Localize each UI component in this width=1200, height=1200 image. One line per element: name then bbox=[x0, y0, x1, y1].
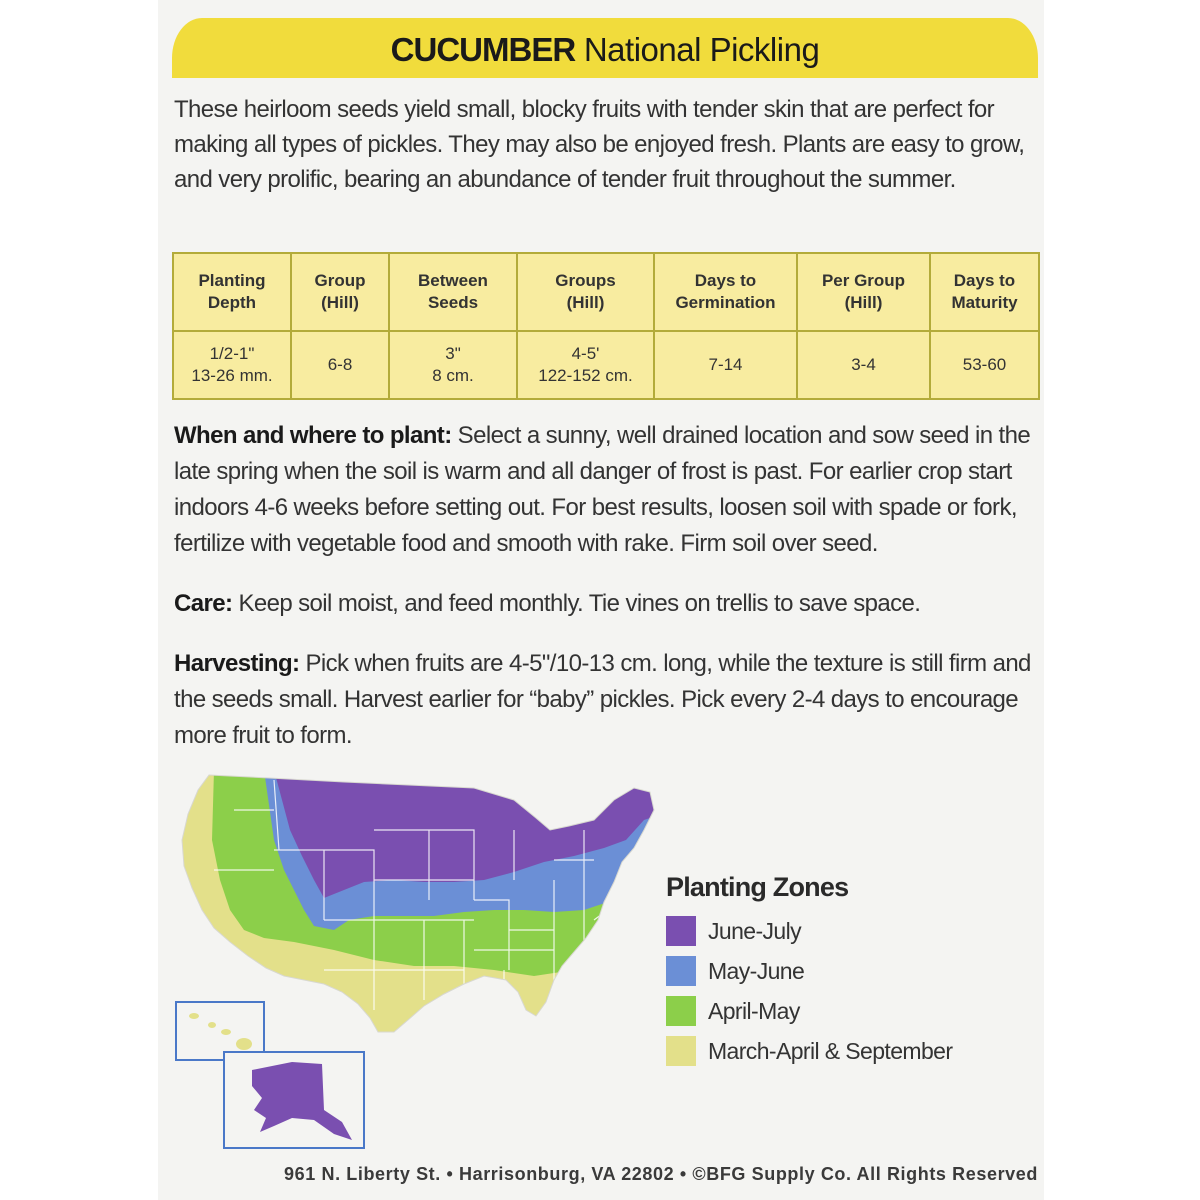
harvesting-heading: Harvesting: bbox=[174, 650, 300, 677]
value-between-seeds: 3" 8 cm. bbox=[389, 331, 517, 399]
title-vegetable: CUCUMBER bbox=[390, 31, 576, 68]
header-days-to-maturity: Days to Maturity bbox=[930, 253, 1039, 331]
title-variety: National Pickling bbox=[583, 31, 820, 68]
swatch-march-april-september bbox=[666, 1036, 696, 1066]
legend-item-june-july: June-July bbox=[666, 911, 996, 951]
header-between-seeds: Between Seeds bbox=[389, 253, 517, 331]
title-bar bbox=[172, 18, 1038, 78]
header-groups: Groups (Hill) bbox=[517, 253, 654, 331]
legend-item-may-june: May-June bbox=[666, 951, 996, 991]
harvesting-text: Pick when fruits are 4-5"/10-13 cm. long, while the texture is still firm and the seeds small. Harvest earlier for “baby” pickles. Pick every 2-4 days to encourage more fruit to form. bbox=[174, 650, 1031, 749]
legend-item-april-may: April-May bbox=[666, 991, 996, 1031]
planting-zones-legend bbox=[666, 872, 996, 1071]
value-days-to-germination: 7-14 bbox=[654, 331, 797, 399]
when-where-heading: When and where to plant: bbox=[174, 422, 452, 449]
footer-address: 961 N. Liberty St. • Harrisonburg, VA 22802 • ©BFG Supply Co. All Rights Reserved bbox=[284, 1164, 1038, 1184]
legend-item-march-april-september: March-April & September bbox=[666, 1031, 996, 1071]
value-groups: 4-5' 122-152 cm. bbox=[517, 331, 654, 399]
swatch-june-july bbox=[666, 916, 696, 946]
specs-value-row bbox=[173, 331, 1039, 399]
header-group: Group (Hill) bbox=[291, 253, 389, 331]
usa-zone-map-graphic bbox=[174, 770, 674, 1150]
planting-zone-map bbox=[174, 770, 674, 1150]
description: These heirloom seeds yield small, blocky fruits with tender skin that are perfect for making all types of pickles. They may also be enjoyed fresh. Plants are easy to grow, and very prolific, bearing an abundance of tender fruit throughout the summer. bbox=[174, 96, 1025, 193]
value-group: 6-8 bbox=[291, 331, 389, 399]
specs-header-row bbox=[173, 253, 1039, 331]
value-per-group: 3-4 bbox=[797, 331, 930, 399]
harvesting-section bbox=[174, 646, 1036, 754]
swatch-may-june bbox=[666, 956, 696, 986]
header-days-to-germination: Days to Germination bbox=[654, 253, 797, 331]
seed-packet bbox=[158, 0, 1044, 1200]
value-planting-depth: 1/2-1" 13-26 mm. bbox=[173, 331, 291, 399]
care-section bbox=[174, 586, 1036, 622]
value-days-to-maturity: 53-60 bbox=[930, 331, 1039, 399]
legend-title: Planting Zones bbox=[666, 872, 849, 902]
header-planting-depth: Planting Depth bbox=[173, 253, 291, 331]
swatch-april-may bbox=[666, 996, 696, 1026]
planting-specs-table bbox=[172, 252, 1040, 400]
when-where-text: Select a sunny, well drained location and sow seed in the late spring when the soil is warm and all danger of frost is past. For earlier crop start indoors 4-6 weeks before setting out. For best results, loosen soil with spade or fork, fertilize with vegetable food and smooth with rake. Firm soil over seed. bbox=[174, 422, 1031, 557]
header-per-group: Per Group (Hill) bbox=[797, 253, 930, 331]
care-heading: Care: bbox=[174, 590, 233, 617]
care-text: Keep soil moist, and feed monthly. Tie vines on trellis to save space. bbox=[232, 590, 921, 617]
when-where-section bbox=[174, 418, 1036, 562]
